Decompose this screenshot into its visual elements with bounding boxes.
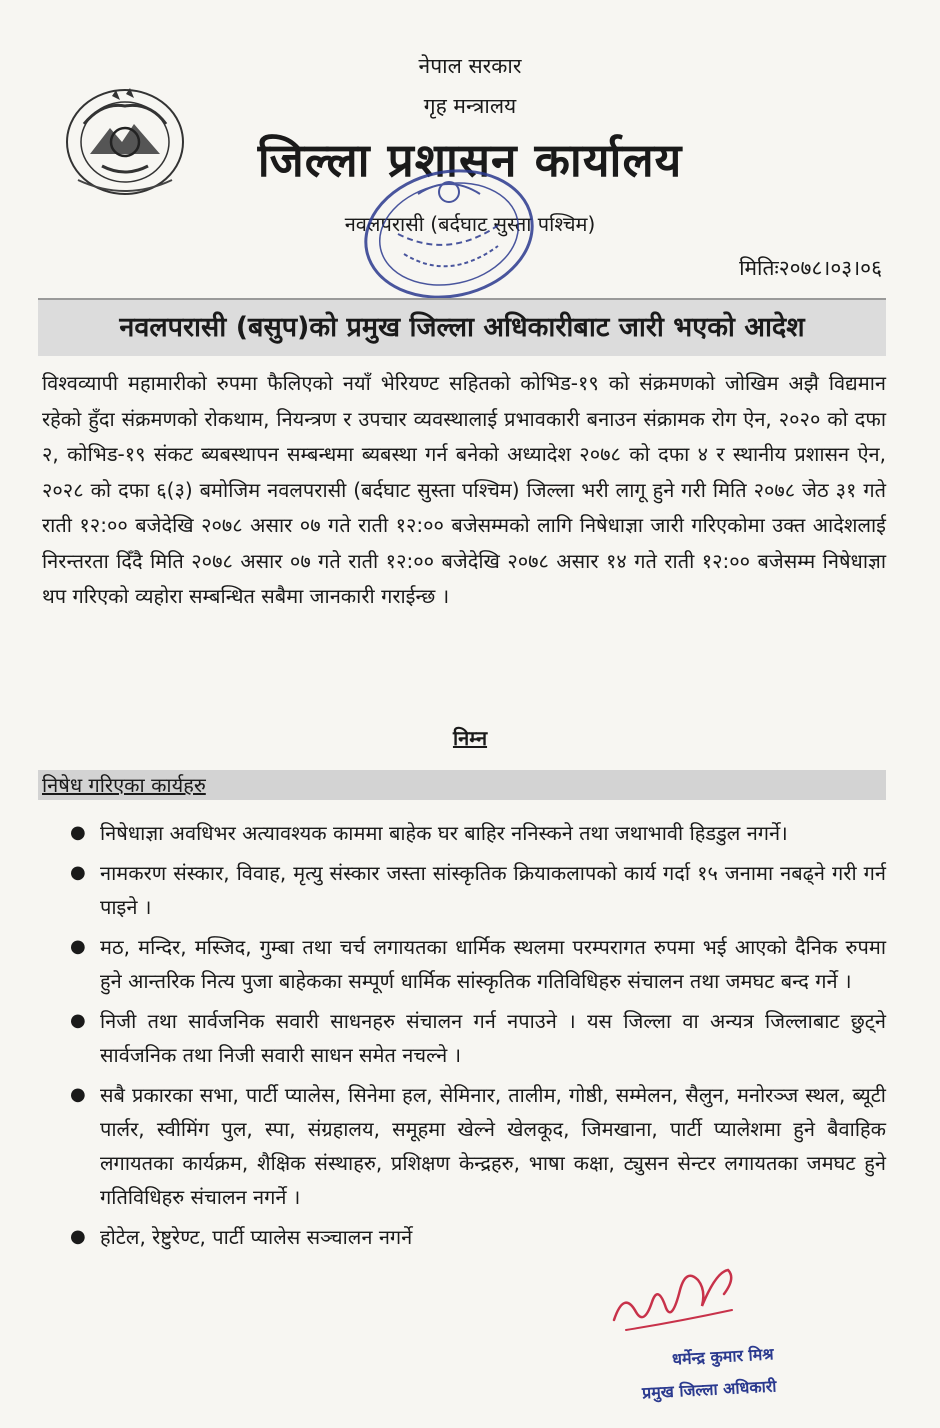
list-item-text: होटेल, रेष्टुरेण्ट, पार्टी प्यालेस सञ्चालन नगर्ने <box>100 1225 413 1249</box>
section-title: निषेध गरिएका कार्यहरु <box>42 773 206 797</box>
section-header <box>38 770 886 800</box>
bullet-icon: ● <box>70 862 86 883</box>
prohibitions-list <box>66 816 886 1260</box>
list-item <box>66 1220 886 1254</box>
bullet-icon: ● <box>70 1226 86 1247</box>
list-item <box>66 1004 886 1072</box>
bullet-icon: ● <box>70 936 86 957</box>
ministry-name: गृह मन्त्रालय <box>423 94 517 118</box>
list-item-text: निजी तथा सार्वजनिक सवारी साधनहरु संचालन गर्न नपाउने । यस जिल्ला वा अन्यत्र जिल्लाबाट छुट्ने सार्वजनिक तथा निजी सवारी साधन समेत नचल्ने । <box>100 1009 886 1067</box>
bullet-icon: ● <box>70 1010 86 1031</box>
list-item-text: निषेधाज्ञा अवधिभर अत्यावश्यक काममा बाहेक घर बाहिर ननिस्कने तथा जथाभावी हिडडुल नगर्ने। <box>100 821 788 845</box>
bullet-icon: ● <box>70 1084 86 1105</box>
signature-icon <box>606 1250 746 1340</box>
list-item <box>66 930 886 998</box>
list-item-text: सबै प्रकारका सभा, पार्टी प्यालेस, सिनेमा हल, सेमिनार, तालीम, गोष्ठी, सम्मेलन, सैलुन, मनोरञ्ज स्थल, ब्यूटी पार्लर, स्वीमिंग पुल, स्पा, संग्रहालय, समूहमा खेल्ने खेलकूद, जिमखाना, पार्टी प्यालेशमा हुने बैवाहिक लगायतका कार्यक्रम, शैक्षिक संस्थाहरु, प्रशिक्षण केन्द्रहरु, भाषा कक्षा, ट्युसन सेन्टर लगायतका जमघट हुने गतिविधिहरु संचालन नगर्ने । <box>100 1083 886 1209</box>
government-name: नेपाल सरकार <box>418 54 522 78</box>
issue-date: मितिः२०७८।०३।०६ <box>739 256 882 280</box>
list-item <box>66 856 886 924</box>
office-stamp-icon <box>358 164 540 304</box>
signatory-title: प्रमुख जिल्ला अधिकारी <box>641 1376 777 1403</box>
intro-paragraph: विश्वव्यापी महामारीको रुपमा फैलिएको नयाँ भेरियण्ट सहितको कोभिड-१९ को संक्रमणको जोखिम अझै विद्यमान रहेको हुँदा संक्रमणको रोकथाम, नियन्त्रण र उपचार व्यवस्थालाई प्रभावकारी बनाउन संक्रामक रोग ऐन, २०२० को दफा २, कोभिड-१९ संकट ब्यबस्थापन सम्बन्धमा ब्यबस्था गर्न बनेको अध्यादेश २०७८ को दफा ४ र स्थानीय प्रशासन ऐन, २०२८ को दफा ६(३) बमोजिम नवलपरासी (बर्दघाट सुस्ता पश्चिम) जिल्ला भरी लागू हुने गरी मिति २०७८ जेठ ३१ गते राती १२:०० बजेदेखि २०७८ असार ०७ गते राती १२:०० बजेसम्मको लागि निषेधाज्ञा जारी गरिएकोमा उक्त आदेशलाई निरन्तरता दिँदै मिति २०७८ असार ०७ गते राती १२:०० बजेदेखि २०७८ असार १४ गते राती १२:०० बजेसम्म निषेधाज्ञा थप गरिएको व्यहोरा सम्बन्धित सबैमा जानकारी गराईन्छ । <box>42 371 886 608</box>
subheading-following: निम्न <box>452 726 488 750</box>
signatory-name: धर्मेन्द्र कुमार मिश्र <box>671 1344 775 1369</box>
bullet-icon: ● <box>70 822 86 843</box>
list-item-text: नामकरण संस्कार, विवाह, मृत्यु संस्कार जस्ता सांस्कृतिक क्रियाकलापको कार्य गर्दा १५ जनामा नबढ्ने गरी गर्न पाइने । <box>100 861 886 919</box>
office-title: जिल्ला प्रशासन कार्यालय <box>257 133 683 187</box>
list-item-text: मठ, मन्दिर, मस्जिद, गुम्बा तथा चर्च लगायतका धार्मिक स्थलमा परम्परागत रुपमा भई आएको दैनिक रुपमा हुने आन्तरिक नित्य पुजा बाहेकका सम्पूर्ण धार्मिक सांस्कृतिक गतिविधिहरु संचालन तथा जमघट बन्द गर्ने । <box>100 935 886 993</box>
office-location: नवलपरासी (बर्दघाट सुस्ता पश्चिम) <box>344 212 596 236</box>
list-item <box>66 816 886 850</box>
order-heading: नवलपरासी (बसुप)को प्रमुख जिल्ला अधिकारीबाट जारी भएको आदेश <box>38 298 886 356</box>
list-item <box>66 1078 886 1214</box>
